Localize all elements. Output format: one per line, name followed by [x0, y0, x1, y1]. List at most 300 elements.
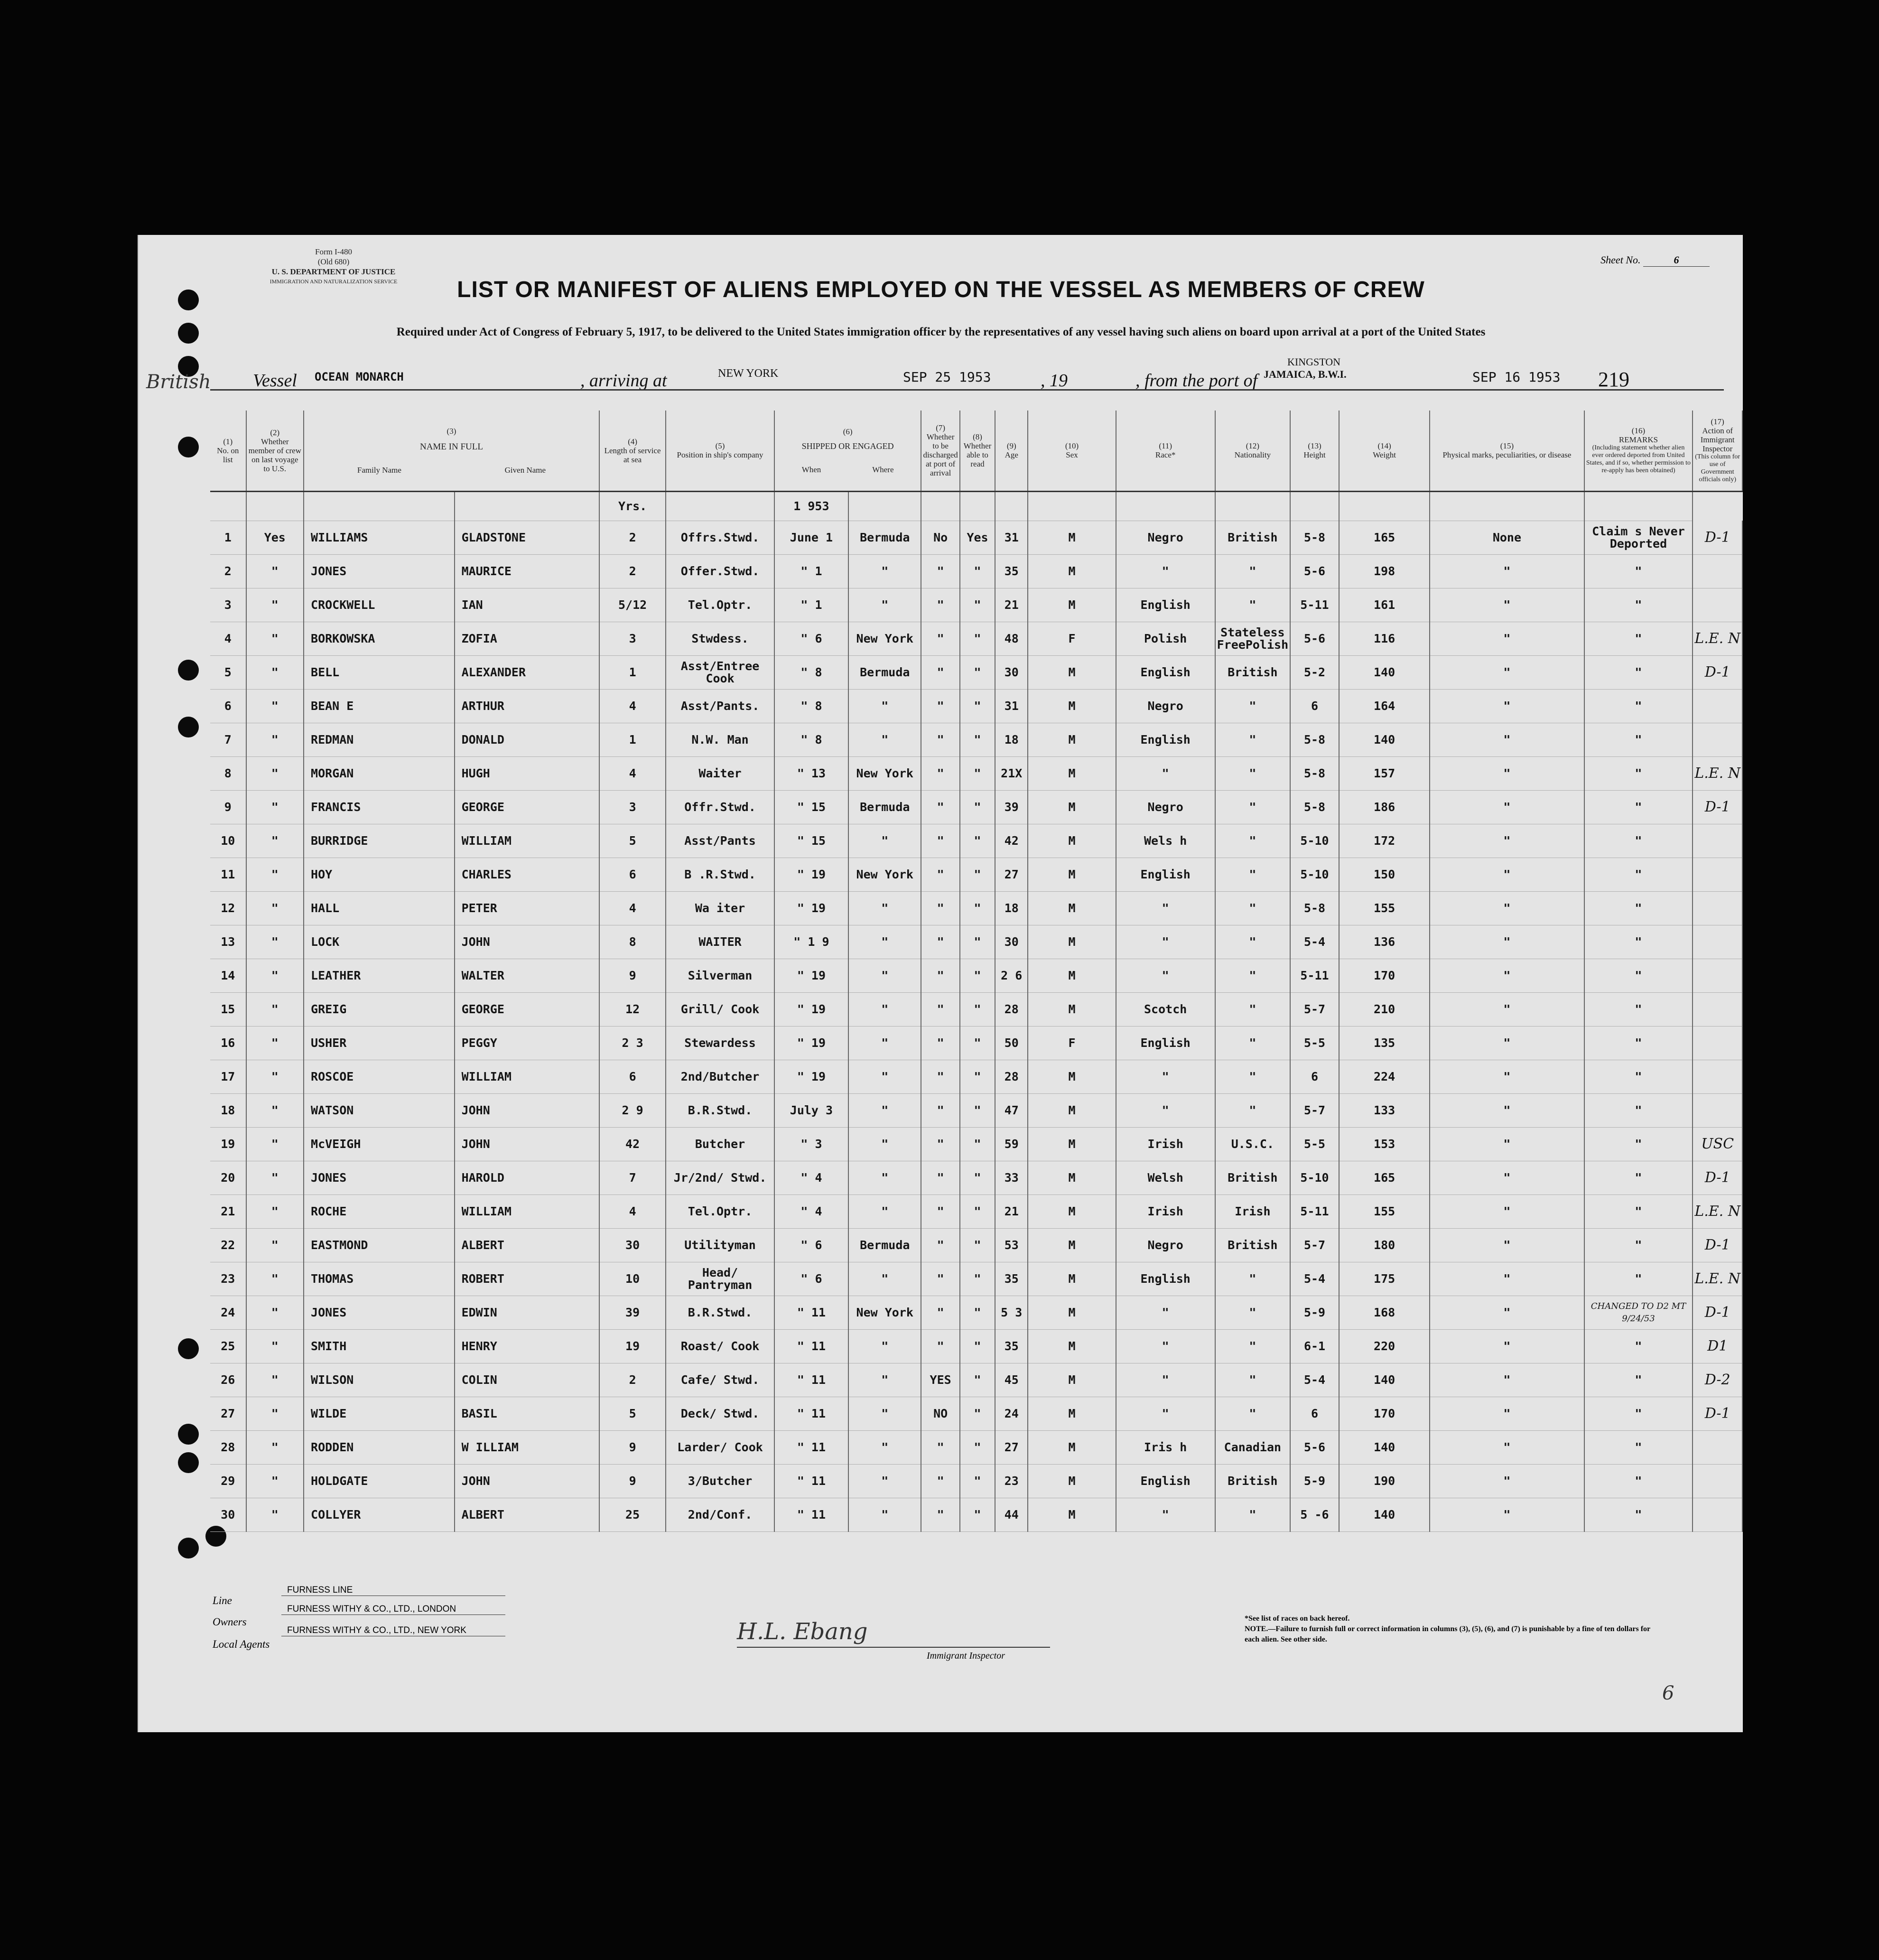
- given-name: CHARLES: [455, 858, 599, 891]
- table-row: [210, 1228, 1742, 1262]
- given-name: HAROLD: [455, 1161, 599, 1195]
- height: 5-8: [1290, 756, 1339, 790]
- previous-voyage: ": [246, 891, 304, 925]
- previous-voyage: ": [246, 655, 304, 689]
- arriving-label: , arriving at: [580, 371, 667, 391]
- physical-marks: ": [1430, 790, 1584, 824]
- table-row: [210, 521, 1742, 554]
- family-name: THOMAS: [304, 1262, 455, 1296]
- shipped-where: ": [848, 1498, 921, 1531]
- table-row: [210, 1161, 1742, 1195]
- col-header: (8) Whether able to read: [960, 411, 995, 491]
- shipped-where: ": [848, 1026, 921, 1060]
- col-header: (15) Physical marks, peculiarities, or disease: [1430, 411, 1584, 491]
- discharged: ": [921, 925, 959, 959]
- physical-marks: ": [1430, 1228, 1584, 1262]
- sex: M: [1028, 1262, 1116, 1296]
- previous-voyage: ": [246, 1127, 304, 1161]
- shipped-when: " 13: [774, 756, 848, 790]
- owners-value: FURNESS WITHY & CO., LTD., LONDON: [281, 1604, 505, 1615]
- shipped-where: ": [848, 1093, 921, 1127]
- previous-voyage: ": [246, 1262, 304, 1296]
- family-name: JONES: [304, 554, 455, 588]
- shipped-when: July 3: [774, 1093, 848, 1127]
- remarks: ": [1584, 554, 1693, 588]
- table-row: [210, 891, 1742, 925]
- where-header: Where: [872, 465, 894, 474]
- table-row: [210, 858, 1742, 891]
- position: B.R.Stwd.: [666, 1093, 774, 1127]
- race: English: [1116, 1464, 1215, 1498]
- departure-date: SEP 16 1953: [1472, 369, 1561, 385]
- position: Roast/ Cook: [666, 1329, 774, 1363]
- shipped-where: Bermuda: [848, 655, 921, 689]
- discharged: ": [921, 622, 959, 655]
- departure-country: JAMAICA, B.W.I.: [1264, 368, 1347, 380]
- remarks: ": [1584, 1329, 1693, 1363]
- table-row: [210, 554, 1742, 588]
- remarks: ": [1584, 959, 1693, 992]
- nationality: ": [1215, 1026, 1291, 1060]
- discharged: ": [921, 1127, 959, 1161]
- weight: 140: [1339, 1363, 1430, 1397]
- shipped-when: " 15: [774, 824, 848, 858]
- able-to-read: ": [960, 1161, 995, 1195]
- family-name: SMITH: [304, 1329, 455, 1363]
- service-length: 8: [599, 925, 666, 959]
- age: 42: [995, 824, 1028, 858]
- arriving-port: NEW YORK: [718, 367, 779, 380]
- races-note: *See list of races on back hereof.: [1245, 1615, 1350, 1623]
- remarks: ": [1584, 588, 1693, 622]
- position: N.W. Man: [666, 723, 774, 756]
- position: Asst/Pants.: [666, 689, 774, 723]
- shipped-when: " 11: [774, 1430, 848, 1464]
- service-length: 4: [599, 891, 666, 925]
- age: 23: [995, 1464, 1028, 1498]
- age: 27: [995, 858, 1028, 891]
- previous-voyage: ": [246, 1093, 304, 1127]
- position: Silverman: [666, 959, 774, 992]
- service-length: 19: [599, 1329, 666, 1363]
- col-header: (9) Age: [995, 411, 1028, 491]
- inspector-action: D-1: [1693, 521, 1742, 554]
- service-length: 42: [599, 1127, 666, 1161]
- family-name: ROCHE: [304, 1195, 455, 1228]
- inspector-action: [1693, 689, 1742, 723]
- row-number: 10: [210, 824, 246, 858]
- position: 3/Butcher: [666, 1464, 774, 1498]
- row-number: 15: [210, 992, 246, 1026]
- able-to-read: ": [960, 992, 995, 1026]
- table-row: [210, 622, 1742, 655]
- shipped-when: " 19: [774, 891, 848, 925]
- height: 6: [1290, 1397, 1339, 1430]
- weight: 198: [1339, 554, 1430, 588]
- sex: M: [1028, 655, 1116, 689]
- row-number: 29: [210, 1464, 246, 1498]
- inspector-action: D-1: [1693, 1296, 1742, 1329]
- service-length: 5: [599, 1397, 666, 1430]
- col-header: (6) SHIPPED OR ENGAGED When Where: [774, 411, 921, 491]
- family-name: JONES: [304, 1296, 455, 1329]
- physical-marks: ": [1430, 1397, 1584, 1430]
- service-length: 2: [599, 1363, 666, 1397]
- family-name: WATSON: [304, 1093, 455, 1127]
- able-to-read: ": [960, 1329, 995, 1363]
- given-name: GEORGE: [455, 992, 599, 1026]
- able-to-read: ": [960, 1093, 995, 1127]
- height: 6: [1290, 689, 1339, 723]
- discharged: ": [921, 858, 959, 891]
- age: 53: [995, 1228, 1028, 1262]
- row-number: 16: [210, 1026, 246, 1060]
- height: 5-4: [1290, 1262, 1339, 1296]
- position: Tel.Optr.: [666, 1195, 774, 1228]
- inspector-action: D-1: [1693, 1161, 1742, 1195]
- weight: 133: [1339, 1093, 1430, 1127]
- shipped-where: Bermuda: [848, 521, 921, 554]
- race: ": [1116, 925, 1215, 959]
- service-length: 6: [599, 858, 666, 891]
- physical-marks: ": [1430, 992, 1584, 1026]
- family-name: COLLYER: [304, 1498, 455, 1531]
- years-unit: Yrs.: [599, 491, 666, 521]
- weight: 172: [1339, 824, 1430, 858]
- remarks: ": [1584, 1430, 1693, 1464]
- table-row: [210, 689, 1742, 723]
- position: Stewardess: [666, 1026, 774, 1060]
- remarks: ": [1584, 1060, 1693, 1093]
- shipped-when: " 11: [774, 1464, 848, 1498]
- table-row: [210, 992, 1742, 1026]
- given-name: DONALD: [455, 723, 599, 756]
- discharged: ": [921, 992, 959, 1026]
- row-number: 14: [210, 959, 246, 992]
- row-number: 24: [210, 1296, 246, 1329]
- age: 35: [995, 1329, 1028, 1363]
- physical-marks: ": [1430, 723, 1584, 756]
- sex: M: [1028, 1498, 1116, 1531]
- col-header: (2) Whether member of crew on last voyage to U.S.: [246, 411, 304, 491]
- nationality: British: [1215, 655, 1291, 689]
- able-to-read: ": [960, 824, 995, 858]
- position: B .R.Stwd.: [666, 858, 774, 891]
- height: 5-10: [1290, 1161, 1339, 1195]
- able-to-read: ": [960, 1195, 995, 1228]
- previous-voyage: ": [246, 1498, 304, 1531]
- physical-marks: ": [1430, 1363, 1584, 1397]
- sex: M: [1028, 1430, 1116, 1464]
- physical-marks: ": [1430, 1296, 1584, 1329]
- position: Deck/ Stwd.: [666, 1397, 774, 1430]
- discharged: ": [921, 1093, 959, 1127]
- footer: [139, 1580, 1743, 1732]
- weight: 170: [1339, 1397, 1430, 1430]
- height: 5-5: [1290, 1127, 1339, 1161]
- shipped-where: ": [848, 1161, 921, 1195]
- physical-marks: ": [1430, 756, 1584, 790]
- remarks: CHANGED TO D2 MT 9/24/53: [1584, 1296, 1693, 1329]
- row-number: 1: [210, 521, 246, 554]
- shipped-when: " 19: [774, 1026, 848, 1060]
- position: Offrs.Stwd.: [666, 521, 774, 554]
- given-name: PEGGY: [455, 1026, 599, 1060]
- shipped-where: ": [848, 588, 921, 622]
- given-name: EDWIN: [455, 1296, 599, 1329]
- race: Irish: [1116, 1195, 1215, 1228]
- nationality: ": [1215, 1093, 1291, 1127]
- agents-label: Local Agents: [213, 1638, 270, 1650]
- family-name-header: Family Name: [357, 465, 401, 475]
- document-title: LIST OR MANIFEST OF ALIENS EMPLOYED ON THE VESSEL AS MEMBERS OF CREW: [457, 277, 1425, 302]
- family-name: HOLDGATE: [304, 1464, 455, 1498]
- position: B.R.Stwd.: [666, 1296, 774, 1329]
- age: 24: [995, 1397, 1028, 1430]
- family-name: CROCKWELL: [304, 588, 455, 622]
- age: 27: [995, 1430, 1028, 1464]
- race: ": [1116, 959, 1215, 992]
- nationality: ": [1215, 1296, 1291, 1329]
- able-to-read: ": [960, 1363, 995, 1397]
- vessel-label: Vessel: [253, 371, 297, 391]
- inspector-action: [1693, 959, 1742, 992]
- service-length: 5: [599, 824, 666, 858]
- position: Offr.Stwd.: [666, 790, 774, 824]
- family-name: GREIG: [304, 992, 455, 1026]
- age: 21X: [995, 756, 1028, 790]
- age: 33: [995, 1161, 1028, 1195]
- table-row: [210, 1195, 1742, 1228]
- able-to-read: ": [960, 655, 995, 689]
- table-row: [210, 1093, 1742, 1127]
- weight: 170: [1339, 959, 1430, 992]
- service-length: 2 3: [599, 1026, 666, 1060]
- physical-marks: ": [1430, 622, 1584, 655]
- race: ": [1116, 756, 1215, 790]
- weight: 116: [1339, 622, 1430, 655]
- given-name: ZOFIA: [455, 622, 599, 655]
- race: ": [1116, 1060, 1215, 1093]
- table-row: [210, 655, 1742, 689]
- shipped-where: ": [848, 891, 921, 925]
- weight: 210: [1339, 992, 1430, 1026]
- shipped-where: New York: [848, 858, 921, 891]
- nationality: ": [1215, 1498, 1291, 1531]
- table-row: [210, 1430, 1742, 1464]
- able-to-read: ": [960, 1498, 995, 1531]
- able-to-read: ": [960, 1397, 995, 1430]
- sex: M: [1028, 689, 1116, 723]
- inspector-action: L.E. N: [1693, 622, 1742, 655]
- age: 28: [995, 1060, 1028, 1093]
- nationality: British: [1215, 1161, 1291, 1195]
- remarks: ": [1584, 655, 1693, 689]
- nationality: ": [1215, 588, 1291, 622]
- table-row: [210, 1464, 1742, 1498]
- inspector-action: [1693, 1026, 1742, 1060]
- able-to-read: ": [960, 1262, 995, 1296]
- sex: F: [1028, 622, 1116, 655]
- row-number: 3: [210, 588, 246, 622]
- previous-voyage: ": [246, 1464, 304, 1498]
- nationality: ": [1215, 790, 1291, 824]
- discharged: ": [921, 790, 959, 824]
- remarks: ": [1584, 1093, 1693, 1127]
- family-name: LOCK: [304, 925, 455, 959]
- able-to-read: ": [960, 689, 995, 723]
- shipped-when: " 19: [774, 858, 848, 891]
- previous-voyage: ": [246, 858, 304, 891]
- physical-marks: ": [1430, 858, 1584, 891]
- nationality: ": [1215, 858, 1291, 891]
- discharged: ": [921, 1296, 959, 1329]
- weight: 136: [1339, 925, 1430, 959]
- weight: 165: [1339, 1161, 1430, 1195]
- shipped-where: ": [848, 959, 921, 992]
- inspector-action: D-1: [1693, 790, 1742, 824]
- given-name: WALTER: [455, 959, 599, 992]
- position: 2nd/Butcher: [666, 1060, 774, 1093]
- able-to-read: ": [960, 891, 995, 925]
- service-length: 3: [599, 622, 666, 655]
- weight: 135: [1339, 1026, 1430, 1060]
- given-name: JOHN: [455, 925, 599, 959]
- service-length: 5/12: [599, 588, 666, 622]
- able-to-read: ": [960, 1026, 995, 1060]
- from-label: , from the port of: [1135, 371, 1258, 391]
- height: 5-5: [1290, 1026, 1339, 1060]
- race: Negro: [1116, 1228, 1215, 1262]
- physical-marks: None: [1430, 521, 1584, 554]
- service-length: 4: [599, 1195, 666, 1228]
- row-number: 26: [210, 1363, 246, 1397]
- previous-voyage: ": [246, 1195, 304, 1228]
- row-number: 2: [210, 554, 246, 588]
- sex: M: [1028, 790, 1116, 824]
- row-number: 11: [210, 858, 246, 891]
- sex: M: [1028, 1127, 1116, 1161]
- physical-marks: ": [1430, 1498, 1584, 1531]
- age: 2 6: [995, 959, 1028, 992]
- previous-voyage: ": [246, 1430, 304, 1464]
- inspector-action: [1693, 858, 1742, 891]
- sex: M: [1028, 1329, 1116, 1363]
- sex: M: [1028, 824, 1116, 858]
- previous-voyage: ": [246, 790, 304, 824]
- col-header: (4) Length of service at sea: [599, 411, 666, 491]
- row-number: 27: [210, 1397, 246, 1430]
- position: Head/ Pantryman: [666, 1262, 774, 1296]
- previous-voyage: ": [246, 1397, 304, 1430]
- discharged: ": [921, 824, 959, 858]
- age: 30: [995, 655, 1028, 689]
- inspector-action: [1693, 554, 1742, 588]
- remarks: ": [1584, 790, 1693, 824]
- vessel-name: OCEAN MONARCH: [315, 370, 404, 383]
- height: 5-11: [1290, 588, 1339, 622]
- binder-hole: [178, 660, 199, 681]
- weight: 140: [1339, 723, 1430, 756]
- discharged: No: [921, 521, 959, 554]
- row-number: 9: [210, 790, 246, 824]
- binder-hole: [178, 1452, 199, 1473]
- given-name: W ILLIAM: [455, 1430, 599, 1464]
- height: 5 -6: [1290, 1498, 1339, 1531]
- service-length: 4: [599, 756, 666, 790]
- weight: 164: [1339, 689, 1430, 723]
- family-name: McVEIGH: [304, 1127, 455, 1161]
- remarks: ": [1584, 1464, 1693, 1498]
- sex: F: [1028, 1026, 1116, 1060]
- nationality: U.S.C.: [1215, 1127, 1291, 1161]
- height: 5-6: [1290, 622, 1339, 655]
- document-subtitle: Required under Act of Congress of February 5, 1917, to be delivered to the United States immigration officer by the representatives of any vessel having such aliens on board upon arrival at a port of the United States: [396, 326, 1486, 338]
- height: 5-11: [1290, 1195, 1339, 1228]
- shipped-where: ": [848, 824, 921, 858]
- age: 59: [995, 1127, 1028, 1161]
- shipped-where: ": [848, 723, 921, 756]
- remarks: ": [1584, 858, 1693, 891]
- row-number: 6: [210, 689, 246, 723]
- service-length: 1: [599, 723, 666, 756]
- race: ": [1116, 1296, 1215, 1329]
- position: 2nd/Conf.: [666, 1498, 774, 1531]
- physical-marks: ": [1430, 1026, 1584, 1060]
- discharged: ": [921, 1329, 959, 1363]
- inspector-action: [1693, 824, 1742, 858]
- given-name: ALBERT: [455, 1228, 599, 1262]
- previous-voyage: ": [246, 992, 304, 1026]
- col-header: (1) No. on list: [210, 411, 246, 491]
- physical-marks: ": [1430, 1195, 1584, 1228]
- service: IMMIGRATION AND NATURALIZATION SERVICE: [270, 278, 398, 285]
- row-number: 25: [210, 1329, 246, 1363]
- sex: M: [1028, 925, 1116, 959]
- age: 30: [995, 925, 1028, 959]
- weight: 220: [1339, 1329, 1430, 1363]
- race: Welsh: [1116, 1161, 1215, 1195]
- race: ": [1116, 1397, 1215, 1430]
- nationality: ": [1215, 824, 1291, 858]
- shipped-when: " 11: [774, 1363, 848, 1397]
- position: Wa iter: [666, 891, 774, 925]
- nationality: Irish: [1215, 1195, 1291, 1228]
- age: 18: [995, 723, 1028, 756]
- remarks: ": [1584, 622, 1693, 655]
- shipped-where: ": [848, 1195, 921, 1228]
- physical-marks: ": [1430, 1093, 1584, 1127]
- able-to-read: ": [960, 1464, 995, 1498]
- position: Offer.Stwd.: [666, 554, 774, 588]
- race: ": [1116, 1363, 1215, 1397]
- height: 5-9: [1290, 1296, 1339, 1329]
- race: ": [1116, 891, 1215, 925]
- shipped-when: " 6: [774, 1228, 848, 1262]
- shipped-where: New York: [848, 622, 921, 655]
- family-name: BELL: [304, 655, 455, 689]
- inspector-action: L.E. N: [1693, 1195, 1742, 1228]
- table-row: [210, 1296, 1742, 1329]
- inspector-action: [1693, 1464, 1742, 1498]
- position: Butcher: [666, 1127, 774, 1161]
- row-number: 21: [210, 1195, 246, 1228]
- table-row: [210, 1397, 1742, 1430]
- shipped-when: " 11: [774, 1498, 848, 1531]
- physical-marks: ": [1430, 959, 1584, 992]
- previous-voyage: ": [246, 723, 304, 756]
- physical-marks: ": [1430, 925, 1584, 959]
